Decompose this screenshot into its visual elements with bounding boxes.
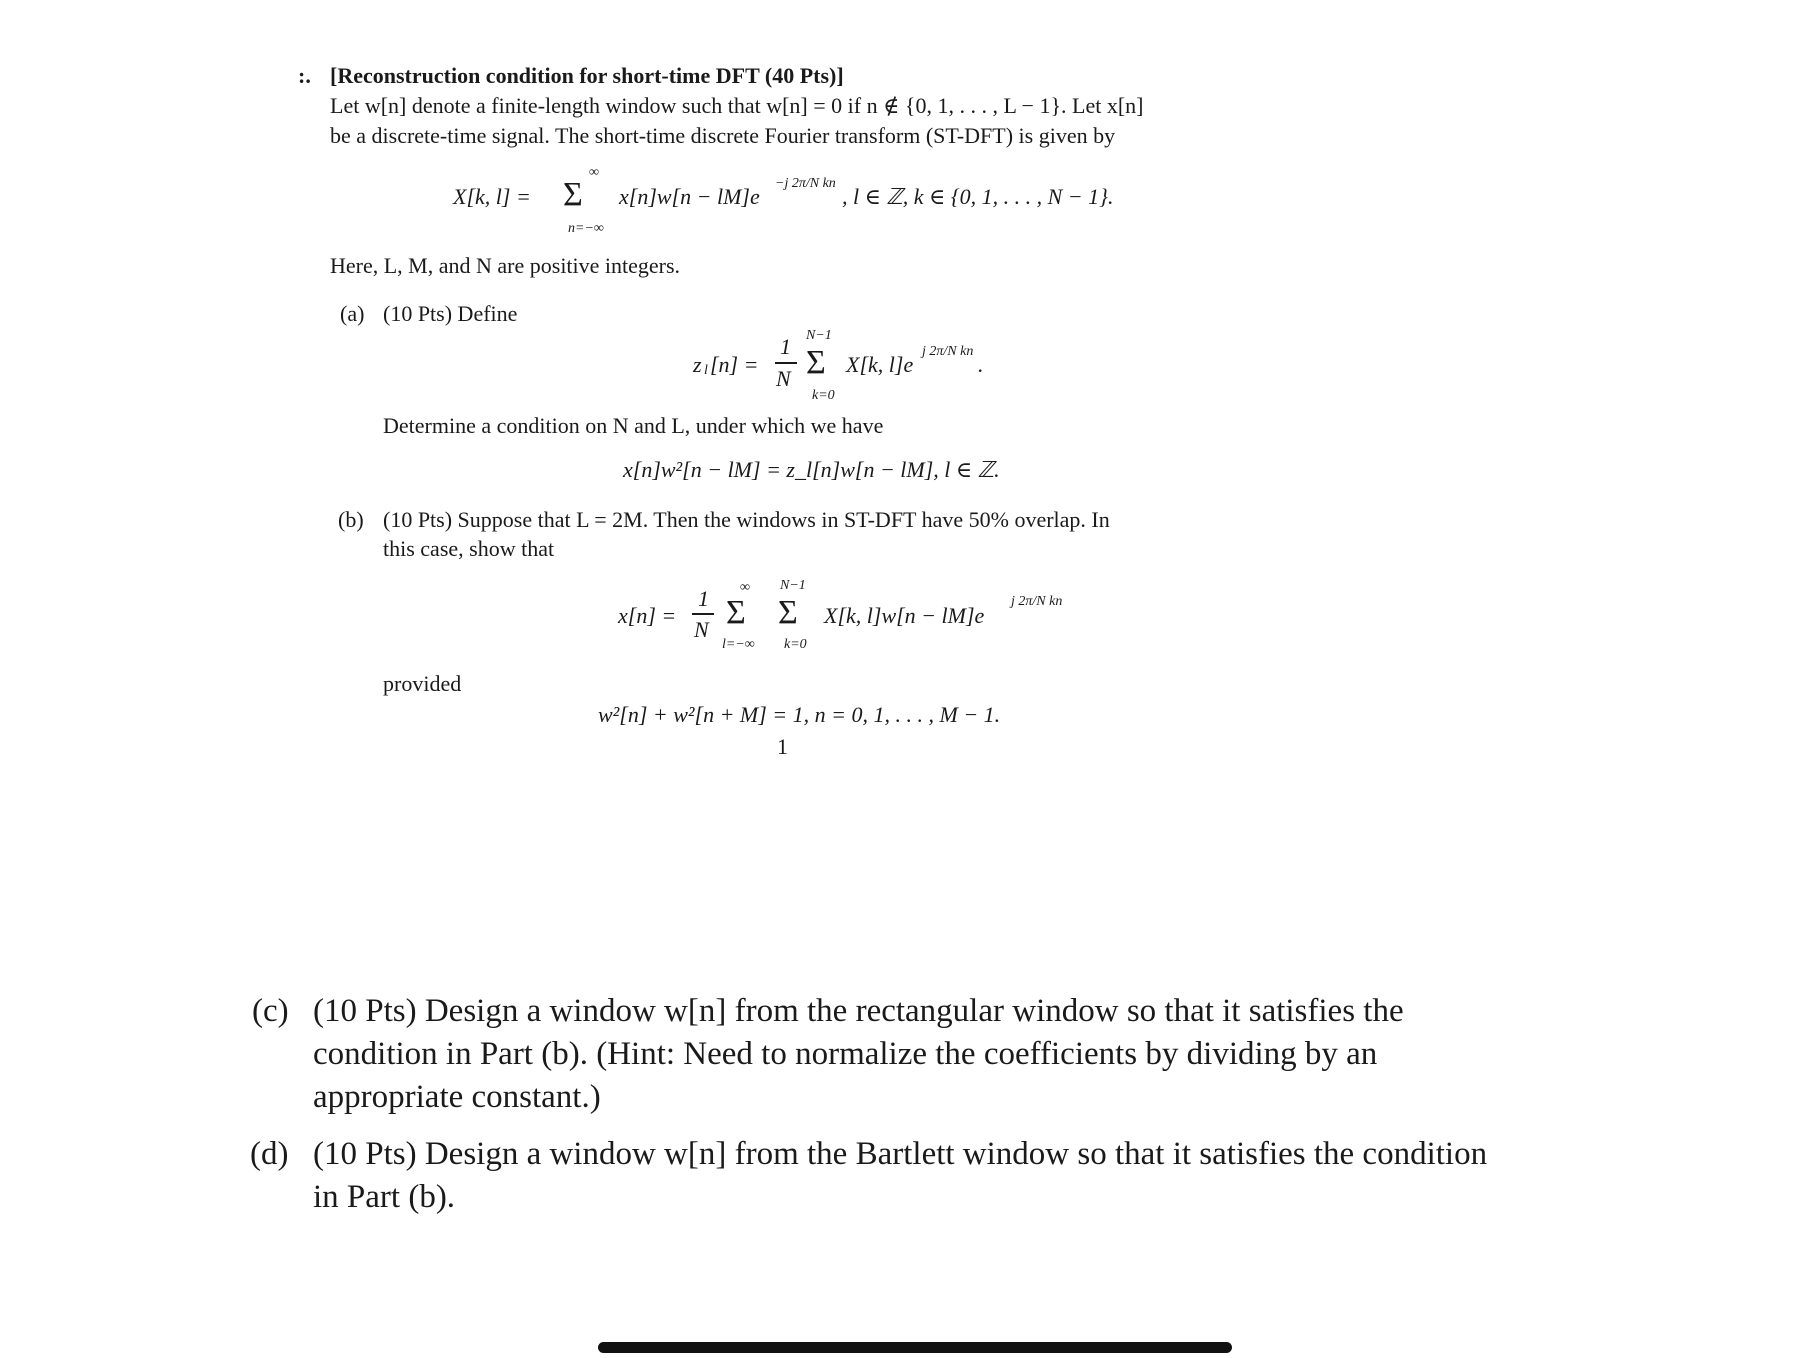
z-end: .	[978, 352, 984, 377]
part-a-text: (10 Pts) Define	[383, 301, 518, 326]
problem-number-fragment: :.	[298, 63, 311, 88]
x-body: X[k, l]w[n − lM]e	[824, 603, 985, 628]
part-c-line-3: appropriate constant.)	[313, 1079, 601, 1115]
intro-line-2: be a discrete-time signal. The short-time discrete Fourier transform (ST-DFT) is given by	[330, 123, 1116, 148]
page-number: 1	[777, 734, 788, 759]
part-c-line-1: (10 Pts) Design a window w[n] from the rectangular window so that it satisfies the	[313, 993, 1404, 1029]
problem-title: [Reconstruction condition for short-time DFT (40 Pts)]	[330, 63, 844, 88]
z-frac-num: 1	[780, 334, 791, 359]
part-d-line-1: (10 Pts) Design a window w[n] from the Bartlett window so that it satisfies the condition	[313, 1136, 1488, 1172]
sigma-icon: Σ	[563, 176, 583, 213]
part-b-label: (b)	[338, 507, 364, 532]
z-exponent: j 2π/N kn	[922, 344, 974, 359]
z-sum-lower: k=0	[812, 388, 835, 403]
part-a-condition-equation: x[n]w²[n − lM] = z_l[n]w[n − lM], l ∈ ℤ.	[623, 457, 1000, 482]
x-sum2-lower: k=0	[784, 637, 807, 652]
provided-text: provided	[383, 671, 462, 696]
stdft-sum-lower: n=−∞	[568, 221, 604, 236]
sigma-icon: Σ	[726, 594, 746, 631]
z-lhs: z	[693, 352, 702, 377]
x-sum1-upper: ∞	[740, 580, 750, 595]
z-lhs-rest: [n] =	[710, 352, 759, 377]
part-a-label: (a)	[340, 301, 365, 326]
z-lhs-sub: l	[704, 363, 708, 378]
z-frac-line	[775, 362, 797, 364]
intro-line-1: Let w[n] denote a finite-length window such that w[n] = 0 if n ∉ {0, 1, . . . , L − 1}. Let x[n]	[330, 93, 1144, 118]
stdft-exponent: −j 2π/N kn	[775, 176, 836, 191]
home-indicator-bar[interactable]	[598, 1342, 1232, 1353]
sigma-icon: Σ	[778, 594, 798, 631]
x-frac-den: N	[694, 617, 709, 642]
part-b-line-2: this case, show that	[383, 536, 555, 561]
stdft-domain: , l ∈ ℤ, k ∈ {0, 1, . . . , N − 1}.	[842, 184, 1114, 209]
part-d-line-2: in Part (b).	[313, 1179, 456, 1215]
z-body: X[k, l]e	[846, 352, 914, 377]
x-frac-num: 1	[698, 586, 709, 611]
part-d-label: (d)	[250, 1136, 289, 1172]
x-lhs: x[n] =	[618, 603, 677, 628]
part-c-line-2: condition in Part (b). (Hint: Need to normalize the coefficients by dividing by an	[313, 1036, 1378, 1072]
stdft-sum-upper: ∞	[589, 165, 599, 180]
part-c-label: (c)	[252, 993, 289, 1029]
here-line: Here, L, M, and N are positive integers.	[330, 253, 681, 278]
sigma-icon: Σ	[806, 344, 826, 381]
x-sum1-lower: l=−∞	[722, 637, 755, 652]
x-sum2-upper: N−1	[780, 578, 806, 593]
part-a-determine: Determine a condition on N and L, under which we have	[383, 413, 884, 438]
part-b-line-1: (10 Pts) Suppose that L = 2M. Then the windows in ST-DFT have 50% overlap. In	[383, 507, 1110, 532]
x-frac-line	[692, 613, 714, 615]
z-frac-den: N	[776, 366, 791, 391]
x-exponent: j 2π/N kn	[1011, 594, 1063, 609]
z-sum-upper: N−1	[806, 328, 832, 343]
stdft-body: x[n]w[n − lM]e	[619, 184, 760, 209]
provided-equation: w²[n] + w²[n + M] = 1, n = 0, 1, . . . , M − 1.	[598, 702, 1001, 727]
stdft-lhs: X[k, l] =	[453, 184, 531, 209]
